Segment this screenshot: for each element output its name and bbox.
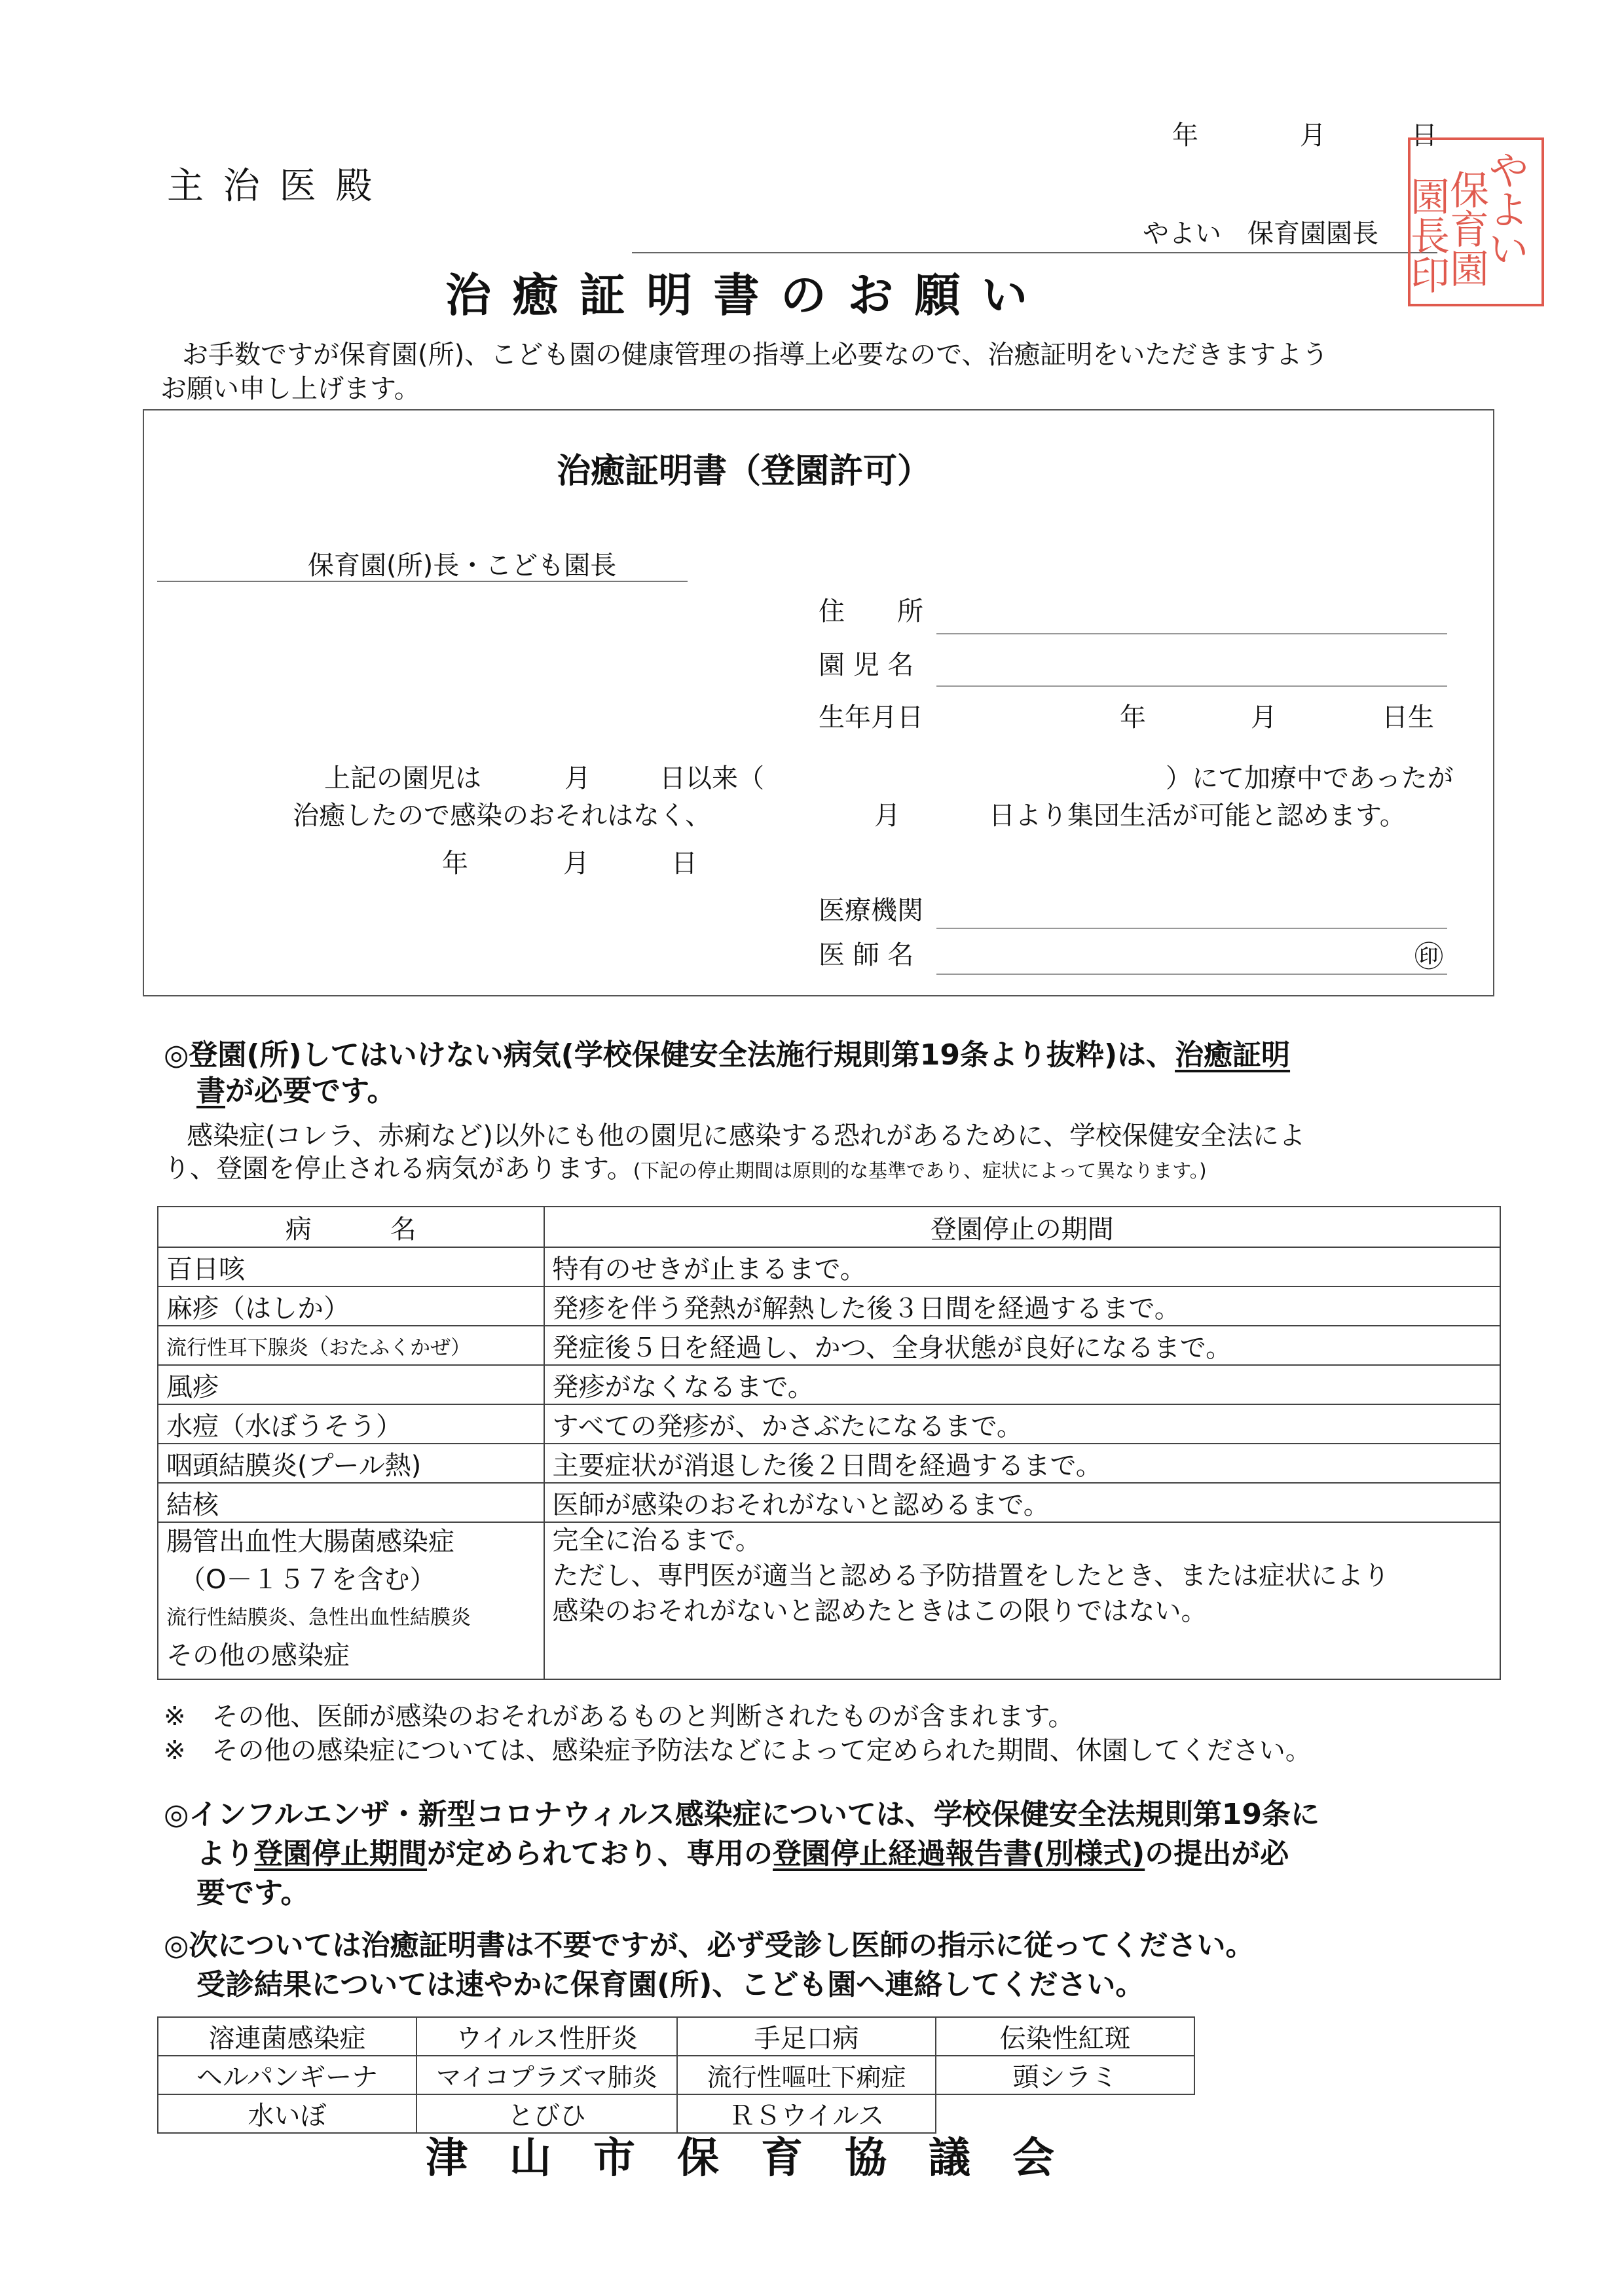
consult-disease: 溶連菌感染症 [158,2017,416,2056]
dob-year: 年 [1120,702,1146,733]
section2-line-2a: より [196,1837,254,1870]
statement-line-2b: 日より集団生活が可能と認めます。 [989,801,1406,831]
disease-table-header [158,1207,1500,1247]
consult-disease: 手足口病 [677,2017,936,2056]
intro-line-2: お願い申し上げます。 [160,374,420,404]
sender-underline [632,252,1437,253]
doctor-label: 医 師 名 [819,940,914,970]
disease-period: 医師が感染のおそれがないと認めるまで。 [544,1483,1500,1522]
section1-desc-2 [164,1148,1207,1185]
sign-month: 月 [563,848,589,879]
section3-line-2: 受診結果については速やかに保育園(所)、こども園へ連絡してください。 [196,1968,1145,2001]
section1-heading-a: ◎登園(所)してはいけない病気(学校保健安全法施行規則第19条より抜粋)は、 [164,1038,1175,1072]
table-row [158,1247,1500,1286]
disease-period-line: 完全に治るまで。 [552,1525,762,1556]
consult-disease: 伝染性紅斑 [936,2017,1194,2056]
doctor-name-field[interactable] [936,974,1447,975]
disease-period: 発症後５日を経過し、かつ、全身状態が良好になるまで。 [544,1326,1500,1365]
nursery-seal-stamp: や よ い 保 育 園 園 長 印 [1408,137,1544,306]
section1-desc-note: (下記の停止期間は原則的な基準であり、症状によって異なります。) [633,1159,1207,1182]
section1-desc-1: 感染症(コレラ、赤痢など)以外にも他の園児に感染する恐れがあるために、学校保健安全法によ [187,1121,1306,1151]
section1-heading-c: 書 [196,1074,225,1108]
child-name-label: 園 児 名 [819,650,914,680]
dob-month: 月 [1251,702,1277,733]
table-row [158,2056,1194,2094]
statement-line-2a: 治癒したので感染のおそれはなく、 [293,801,712,831]
section1-heading-d: が必要です。 [225,1074,396,1108]
disease-name: 風疹 [158,1365,544,1404]
disease-period: 特有のせきが止まるまで。 [544,1247,1500,1286]
sign-year: 年 [442,848,468,879]
date-month-label: 月 [1300,120,1326,151]
header-disease-name: 病 名 [158,1207,544,1247]
date-day-label: 日 [1411,120,1437,151]
table-row [158,1483,1500,1522]
disease-name: 結核 [158,1483,544,1522]
consult-disease: マイコプラズマ肺炎 [416,2056,677,2094]
disease-period-line: 感染のおそれがないと認めたときはこの限りではない。 [552,1596,1208,1626]
section2-line-2 [196,1830,1289,1872]
disease-name-multi [158,1522,544,1679]
dob-day: 日生 [1382,702,1434,733]
addressee: 主 治 医 殿 [167,165,377,208]
consult-diseases-table [157,2016,1195,2134]
certificate-title: 治癒証明書（登園許可） [557,452,932,491]
disease-period: 主要症状が消退した後２日間を経過するまで。 [544,1444,1500,1483]
addressee-underline [157,581,688,582]
disease-table [157,1206,1501,1680]
page-title: 治 癒 証 明 書 の お 願 い [445,268,1030,322]
note-1: ※ その他、医師が感染のおそれがあるものと判断されたものが含まれます。 [164,1702,1075,1732]
child-name-field[interactable] [936,685,1447,687]
disease-name: 麻疹（はしか） [158,1286,544,1326]
disease-name: 百日咳 [158,1247,544,1286]
table-row [158,2017,1194,2056]
disease-name-line: その他の感染症 [166,1641,350,1671]
section2-line-3: 要です。 [196,1876,310,1910]
sender-name: やよい 保育園園長 [1143,219,1378,249]
consult-disease: 水いぼ [158,2094,416,2133]
intro-line-1: お手数ですが保育園(所)、こども園の健康管理の指導上必要なので、治癒証明をいただきますよう [182,340,1329,370]
note-2: ※ その他の感染症については、感染症予防法などによって定められた期間、休園してください。 [164,1736,1312,1766]
disease-name-line: 腸管出血性大腸菌感染症 [166,1527,454,1557]
address-field[interactable] [936,633,1447,634]
disease-name: 咽頭結膜炎(プール熱) [158,1444,544,1483]
section2-line-2c: が定められており、専用の [427,1837,773,1870]
disease-period: 発疹を伴う発熱が解熱した後３日間を経過するまで。 [544,1286,1500,1326]
seal-mark-icon: ㊞ [1414,940,1443,974]
table-row [158,1444,1500,1483]
consult-disease: ヘルパンギーナ [158,2056,416,2094]
date-year-label: 年 [1172,120,1198,151]
dob-label: 生年月日 [819,702,923,733]
clinic-field[interactable] [936,928,1447,929]
consult-disease: ウイルス性肝炎 [416,2017,677,2056]
header-suspension-period: 登園停止の期間 [544,1207,1500,1247]
consult-disease: 流行性嘔吐下痢症 [677,2056,936,2094]
address-label: 住 所 [819,596,923,627]
certificate-addressee: 保育園(所)長・こども園長 [308,551,617,581]
disease-period-multi [544,1522,1500,1679]
section2-line-1: ◎インフルエンザ・新型コロナウィルス感染症については、学校保健安全法規則第19条に [164,1798,1320,1831]
table-row [158,1286,1500,1326]
table-row [158,1326,1500,1365]
table-row [158,1365,1500,1404]
certificate-box [143,409,1494,996]
consult-disease: 頭シラミ [936,2056,1194,2094]
section1-heading-b: 治癒証明 [1175,1038,1291,1072]
statement-line-1b: 日以来（ [659,763,764,793]
section1-heading-2 [196,1067,396,1109]
sign-day: 日 [671,848,697,879]
section2-report-form: 登園停止経過報告書(別様式) [773,1837,1145,1870]
statement-line-1a: 上記の園児は [324,763,481,793]
table-row [158,1404,1500,1444]
consult-disease: ＲＳウイルス [677,2094,936,2133]
section2-line-2e: の提出が必 [1145,1837,1289,1870]
clinic-label: 医療機関 [819,896,923,926]
disease-period: 発疹がなくなるまで。 [544,1365,1500,1404]
section3-line-1: ◎次については治癒証明書は不要ですが、必ず受診し医師の指示に従ってください。 [164,1929,1255,1962]
footer-organization: 津 山 市 保 育 協 議 会 [426,2134,1054,2183]
disease-period: すべての発疹が、かさぶたになるまで。 [544,1404,1500,1444]
consult-disease: とびひ [416,2094,677,2133]
statement-line-1c: ）にて加療中であったが [1166,763,1454,793]
table-row [158,1522,1500,1679]
statement-line-2-month: 月 [874,801,900,831]
disease-name-line: 流行性結膜炎、急性出血性結膜炎 [166,1606,471,1630]
disease-name-line: （O－１５７を含む） [179,1565,436,1595]
disease-name: 水痘（水ぼうそう） [158,1404,544,1444]
statement-line-1-month: 月 [564,763,591,793]
disease-name: 流行性耳下腺炎（おたふくかぜ） [158,1326,544,1365]
section2-suspension-period: 登園停止期間 [254,1837,427,1870]
section1-desc-2-text: り、登園を停止される病気があります。 [164,1154,633,1184]
disease-period-line: ただし、専門医が適当と認める予防措置をしたとき、または症状により [552,1561,1390,1591]
